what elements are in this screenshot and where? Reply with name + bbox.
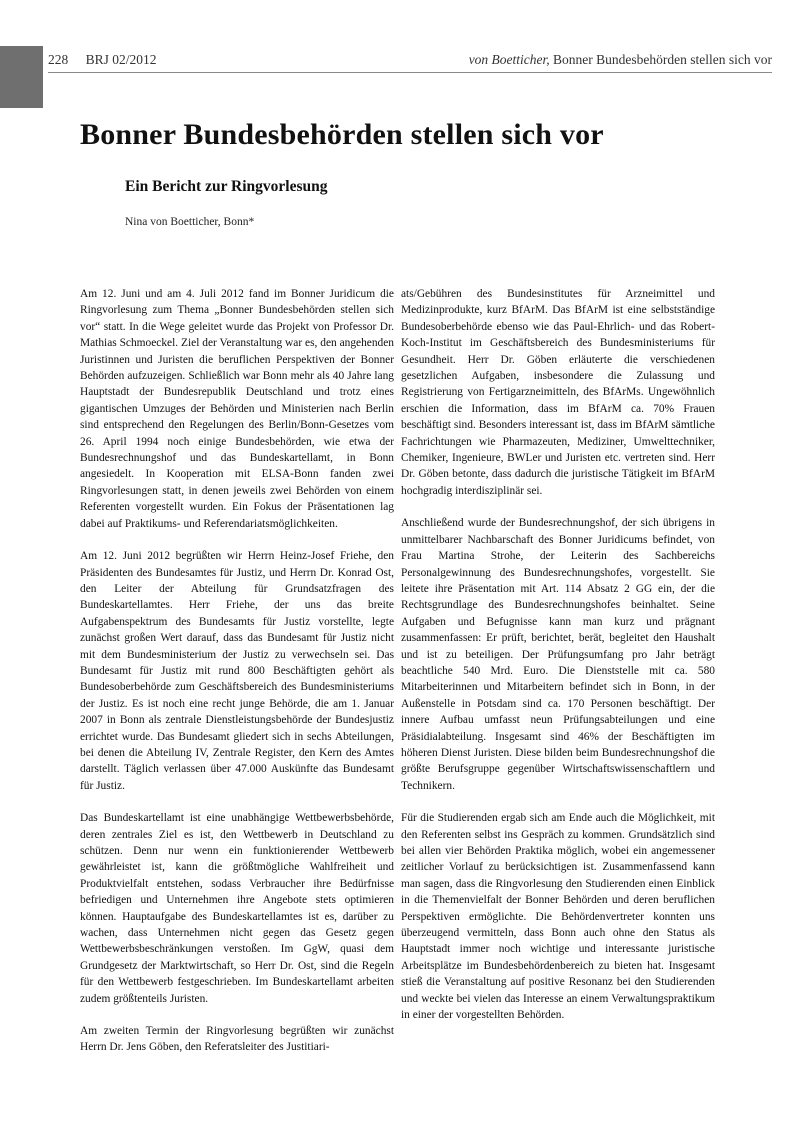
- left-column: [80, 286, 394, 1056]
- right-column: [401, 286, 715, 1023]
- paragraph: Anschließend wurde der Bundesrechnungshof, der sich übrigens in unmittelbarer Nachbarschaft des Bonner Juridicums befindet, von Frau Martina Strohe, der Leiterin des Sachbereichs Personalgewinnung des Bundesrechnungshofes, vorgestellt. Sie leitete ihre Präsentation mit Art. 114 Absatz 2 GG ein, der die Rechtsgrundlage des Bundesrechnungshofes beinhaltet. Seine Aufgaben und Befugnisse kann man kurz und prägnant zusammenfassen: Er prüft, berichtet, berät, begleitet den Haushalt und ist zu beteiligen. Der Prüfungsumfang pro Jahr beträgt beachtliche 540 Mrd. Euro. Die Dienststelle mit ca. 580 Mitarbeiterinnen und Mitarbeitern befindet sich in Bonn, in der Außenstelle in Potsdam sind ca. 170 Personen beschäftigt. Der innere Aufbau umfasst neun Prüfungsabteilungen und eine Präsidialabteilung. Insgesamt sind 46% der Beschäftigten im höheren Dienst Juristen. Diese bilden beim Bundesrechnungshof die größte Berufsgruppe gegenüber Wirtschaftswissenschaftlern und Technikern.: [401, 517, 715, 792]
- paragraph: Am 12. Juni 2012 begrüßten wir Herrn Heinz-Josef Friehe, den Präsidenten des Bundesamtes für Justiz, und Herrn Dr. Konrad Ost, den Leiter der Abteilung für Grundsatzfragen des Bundeskartellamtes. Herr Friehe, der uns das breite Aufgabenspektrum des Bundesamts für Justiz vorstellte, legte zunächst großen Wert darauf, dass das Bundesamt für Justiz nicht mit dem Bundesministerium der Justiz zu verwechseln sei. Das Bundesamt für Justiz mit rund 800 Beschäftigten gehört als Bundesoberbehörde zum Geschäftsbereich des Bundesministeriums der Justiz. Es ist noch eine recht junge Behörde, die am 1. Januar 2007 in Bonn als zentrale Dienstleistungsbehörde der Bundesjustiz errichtet wurde. Das Bundesamt gliedert sich in sechs Abteilungen, bei denen die Abteilung IV, Zentrale Register, den Kern des Amtes darstellt. Täglich verlassen über 47.000 Auskünfte das Bundesamt für Justiz.: [80, 550, 394, 792]
- article-title: Bonner Bundesbehörden stellen sich vor: [80, 118, 604, 151]
- running-author: von Boetticher,: [468, 52, 550, 67]
- journal-issue: BRJ 02/2012: [85, 52, 157, 67]
- running-title: Bonner Bundesbehörden stellen sich vor: [553, 52, 772, 67]
- paragraph: Für die Studierenden ergab sich am Ende auch die Möglichkeit, mit den Referenten selbst ins Gespräch zu kommen. Grundsätzlich sind bei allen vier Behörden Praktika möglich, wobei ein angemessener zeitlicher Vorlauf zu berücksichtigen ist. Zusammenfassend kann man sagen, dass die Ringvorlesung den Studierenden einen Einblick in die Themenvielfalt der Bonner Behörden und deren beruflichen Perspektiven ermöglichte. Die Behördenvertreter konnten uns überzeugend vermitteln, dass Bonn auch ohne den Status als Hauptstadt immer noch wichtige und interessante juristische Arbeitsplätze im Bundesbehördenbereich zu bieten hat. Insgesamt stieß die Veranstaltung auf positive Resonanz bei den Studierenden und weckte bei vielen das Interesse an einem Verwaltungspraktikum in einer der vorgestellten Behörden.: [401, 812, 715, 1022]
- paragraph: ats/Gebühren des Bundesinstitutes für Arzneimittel und Medizinprodukte, kurz BfArM. Das BfArM ist eine selbstständige Bundesoberbehörde ebenso wie das Paul-Ehrlich- und das Robert-Koch-Institut im Geschäftsbereich des Bundesministeriums für Gesundheit. Herr Dr. Göben erläuterte die verschiedenen gesetzlichen Aufgaben, insbesondere die Zulassung und Registrierung von Fertigarzneimitteln, des BfArMs. Ungewöhnlich erschien die Information, dass im BfArM ca. 70% Frauen beschäftigt sind. Besonders interessant ist, dass im BfArM sämtliche Fachrichtungen wie Pharmazeuten, Mediziner, Umwelttechniker, Chemiker, Ingenieure, BWLer und Juristen etc. vertreten sind. Herr Dr. Göben betonte, dass dadurch die juristische Tätigkeit im BfArM hochgradig interdisziplinär sei.: [401, 288, 715, 497]
- header-left: [48, 52, 157, 68]
- header-right: [469, 52, 772, 68]
- page-number: 228: [48, 52, 69, 67]
- paragraph: Das Bundeskartellamt ist eine unabhängige Wettbewerbsbehörde, deren zentrales Ziel es ist, den Wettbewerb in Deutschland zu schützen. Denn nur wenn ein funktionierender Wettbewerb gewährleistet ist, kann die größtmögliche Wahlfreiheit und Produktvielfalt entstehen, sodass Verbraucher ihre Bedürfnisse befriedigen und Unternehmen ihre Angebote stets optimieren können. Hauptaufgabe des Bundeskartellamtes ist es, darüber zu wachen, dass Unternehmen nicht gegen das Gesetz gegen Wettbewerbsbeschränkungen verstoßen. Im GgW, quasi dem Grundgesetz der Marktwirtschaft, so Herr Dr. Ost, sind die Regeln für den Wettbewerb festgeschrieben. Im Bundeskartellamt arbeiten zudem größtenteils Juristen.: [80, 812, 394, 1005]
- author-byline: Nina von Boetticher, Bonn*: [125, 216, 255, 228]
- article-subtitle: Ein Bericht zur Ringvorlesung: [125, 178, 328, 195]
- corner-tab: [0, 46, 43, 108]
- paragraph: Am zweiten Termin der Ringvorlesung begrüßten wir zunächst Herrn Dr. Jens Göben, den Referatsleiter des Justitiari-: [80, 1025, 394, 1054]
- paragraph: Am 12. Juni und am 4. Juli 2012 fand im Bonner Juridicum die Ringvorlesung zum Thema „Bonner Bundesbehörden stellen sich vor“ statt. In die Wege geleitet wurde das Projekt von Professor Dr. Mathias Schmoeckel. Ziel der Veranstaltung war es, den angehenden Juristinnen und Juristen die beruflichen Perspektiven der Bonner Behörden aufzuzeigen. Schließlich war Bonn mehr als 40 Jahre lang Hauptstadt der Bundesrepublik Deutschland und trotz eines gigantischen Umzuges der Behörden und Ministerien nach Berlin sind entsprechend den Regelungen des Berlin/Bonn-Gesetzes vom 26. April 1994 noch einige Bundesbehörden, wie etwa der Bundesrechnungshof und das Bundeskartellamt, in Bonn angesiedelt. In Kooperation mit ELSA-Bonn fanden zwei Ringvorlesungen statt, in denen jeweils zwei Behörden von einem Referenten vorgestellt wurden. Ein Fokus der Präsentationen lag dabei auf Praktikums- und Referendariatsmöglichkeiten.: [80, 288, 394, 530]
- running-header: [48, 52, 772, 73]
